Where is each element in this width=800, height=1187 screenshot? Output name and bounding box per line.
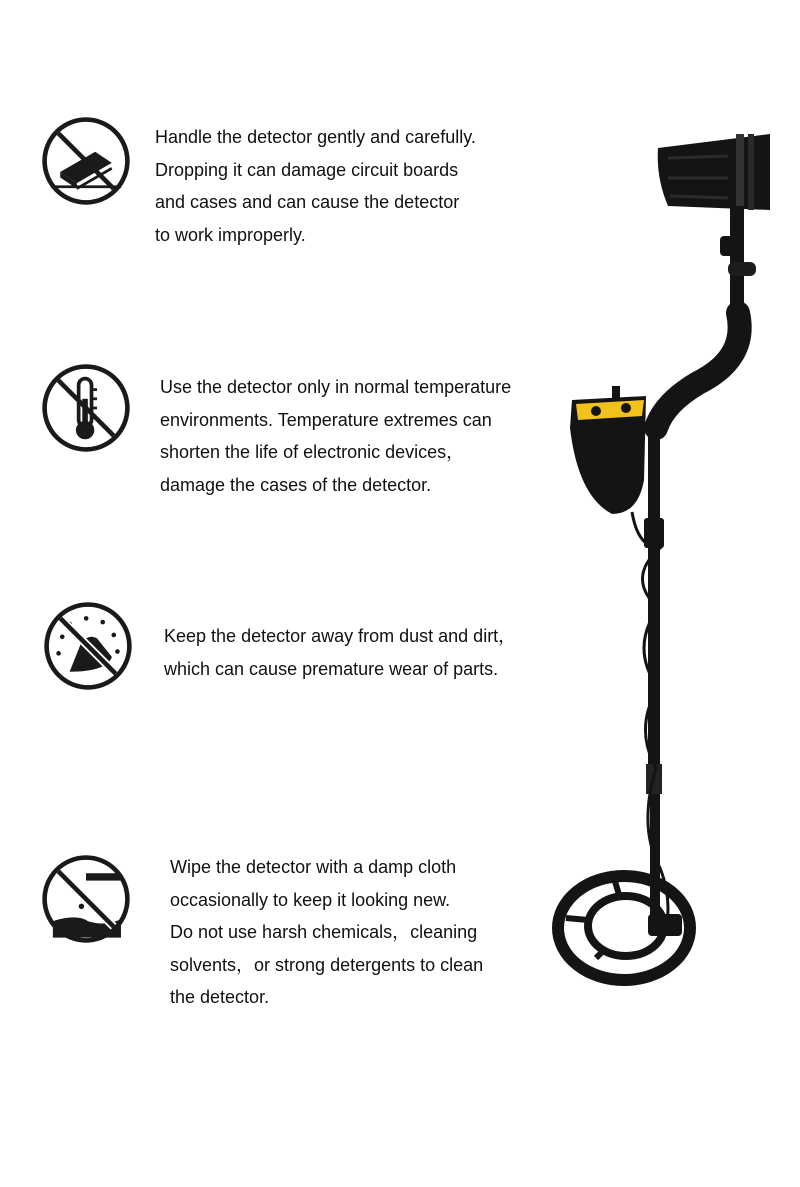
tip-normal-temperature [160, 371, 511, 501]
tip-line: and cases and can cause the detector [155, 192, 460, 212]
tip-line: Use the detector only in normal temperature [160, 377, 512, 397]
tip-line: solvents，or strong detergents to clean [170, 954, 484, 975]
tip-line: Handle the detector gently and carefully. [155, 127, 476, 147]
tip-line: Do not use harsh chemicals，cleaning [170, 922, 478, 942]
no-chemicals-icon [40, 853, 132, 945]
tip-handle-gently [155, 121, 476, 251]
tip-line: which can cause premature wear of parts. [164, 658, 499, 679]
tip-line: Keep the detector away from dust and dirt， [164, 626, 517, 646]
tip-line: environments. Temperature extremes can [160, 409, 492, 430]
tip-line: the detector. [170, 987, 270, 1007]
tip-line: to work improperly. [155, 224, 306, 245]
no-dropping-icon [40, 115, 132, 207]
tip-line: occasionally to keep it looking new. [170, 889, 451, 910]
no-extreme-temperature-icon [40, 362, 132, 454]
tip-line: Dropping it can damage circuit boards [155, 159, 459, 180]
tip-line: Wipe the detector with a damp cloth [170, 857, 457, 877]
metal-detector-photo [548, 128, 780, 1000]
tip-dust-dirt [164, 620, 516, 685]
no-dust-dirt-icon [42, 600, 134, 692]
tip-line: shorten the life of electronic devices， [160, 442, 465, 462]
tip-line: damage the cases of the detector. [160, 474, 432, 495]
tip-cleaning [170, 851, 483, 1014]
